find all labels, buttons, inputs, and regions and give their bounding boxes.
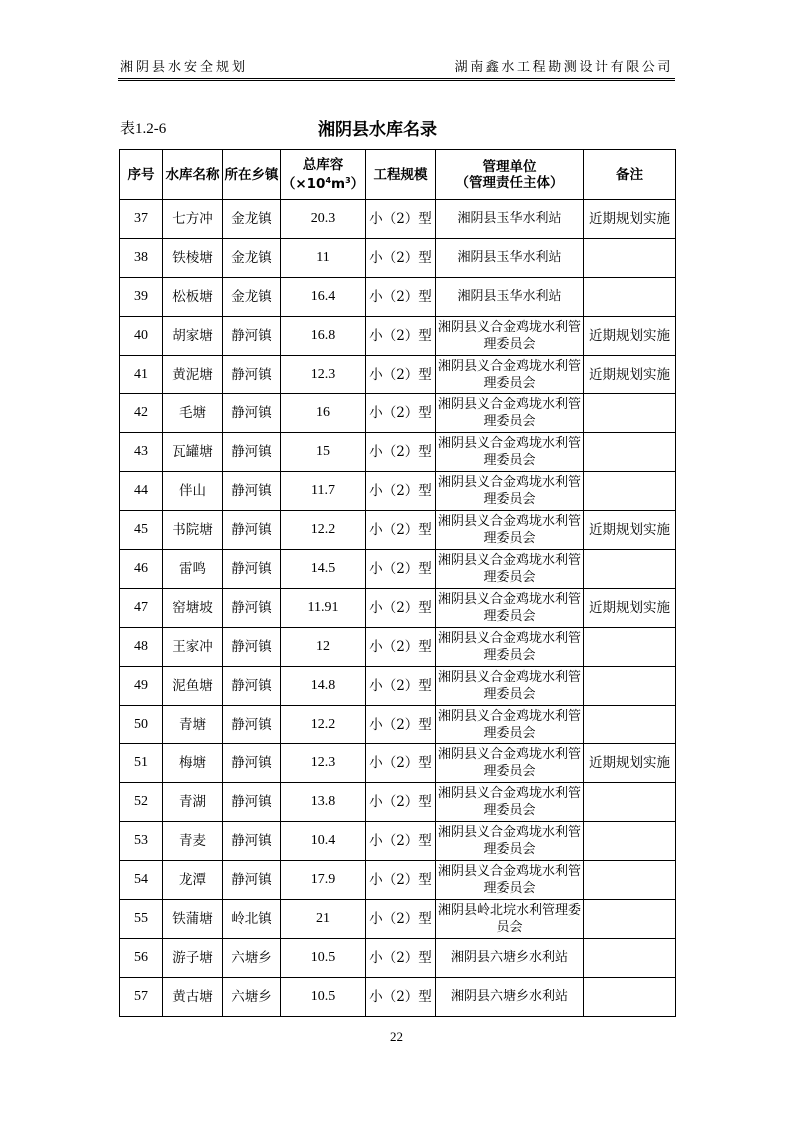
cell-note: [584, 472, 676, 511]
col-header-note: 备注: [584, 150, 676, 200]
cell-capacity: 12: [281, 627, 366, 666]
cell-name: 松板塘: [163, 277, 223, 316]
cell-note: [584, 666, 676, 705]
cell-manager: 湘阴县义合金鸡垅水利管理委员会: [436, 861, 584, 900]
cell-name: 黄古塘: [163, 977, 223, 1016]
cell-manager: 湘阴县六塘乡水利站: [436, 977, 584, 1016]
table-row: [120, 200, 676, 239]
table-row: [120, 666, 676, 705]
table-row: [120, 316, 676, 355]
cell-town: 静河镇: [223, 822, 281, 861]
cell-name: 瓦罐塘: [163, 433, 223, 472]
cell-scale: 小（2）型: [366, 238, 436, 277]
col-header-capacity: [281, 150, 366, 200]
cell-note: 近期规划实施: [584, 355, 676, 394]
table-row: [120, 861, 676, 900]
cell-manager: 湘阴县义合金鸡垅水利管理委员会: [436, 783, 584, 822]
cell-name: 书院塘: [163, 511, 223, 550]
cell-scale: 小（2）型: [366, 394, 436, 433]
cell-manager: 湘阴县玉华水利站: [436, 238, 584, 277]
cell-name: 铁蒲塘: [163, 900, 223, 939]
cell-scale: 小（2）型: [366, 511, 436, 550]
cell-capacity: 12.3: [281, 355, 366, 394]
cell-name: 黄泥塘: [163, 355, 223, 394]
col-header-seq: 序号: [120, 150, 163, 200]
table-row: [120, 588, 676, 627]
cell-manager: 湘阴县义合金鸡垅水利管理委员会: [436, 511, 584, 550]
cell-capacity: 11.7: [281, 472, 366, 511]
cell-note: [584, 394, 676, 433]
cell-scale: 小（2）型: [366, 627, 436, 666]
cell-manager: 湘阴县义合金鸡垅水利管理委员会: [436, 627, 584, 666]
cell-town: 静河镇: [223, 861, 281, 900]
table-row: [120, 472, 676, 511]
page-number: 22: [390, 1029, 403, 1044]
table-row: [120, 238, 676, 277]
cell-scale: 小（2）型: [366, 355, 436, 394]
table-row: [120, 355, 676, 394]
table-number: 表1.2-6: [120, 121, 167, 137]
cell-scale: 小（2）型: [366, 977, 436, 1016]
cell-seq: 47: [120, 588, 163, 627]
cell-note: [584, 277, 676, 316]
cell-manager: 湘阴县义合金鸡垅水利管理委员会: [436, 666, 584, 705]
cell-note: [584, 822, 676, 861]
col-header-name: 水库名称: [163, 150, 223, 200]
cell-note: [584, 861, 676, 900]
cell-name: 游子塘: [163, 938, 223, 977]
cell-manager: 湘阴县义合金鸡垅水利管理委员会: [436, 394, 584, 433]
cell-note: [584, 900, 676, 939]
cell-town: 静河镇: [223, 433, 281, 472]
cell-note: [584, 705, 676, 744]
cell-town: 静河镇: [223, 355, 281, 394]
cell-note: [584, 550, 676, 589]
cell-scale: 小（2）型: [366, 277, 436, 316]
cell-capacity: 14.5: [281, 550, 366, 589]
cell-manager: 湘阴县义合金鸡垅水利管理委员会: [436, 705, 584, 744]
cell-name: 青湖: [163, 783, 223, 822]
cell-scale: 小（2）型: [366, 705, 436, 744]
cell-scale: 小（2）型: [366, 472, 436, 511]
cell-note: [584, 433, 676, 472]
table-row: [120, 550, 676, 589]
cell-town: 静河镇: [223, 472, 281, 511]
cell-name: 窑塘坡: [163, 588, 223, 627]
cell-scale: 小（2）型: [366, 900, 436, 939]
cell-note: [584, 977, 676, 1016]
table-title: 湘阴县水库名录: [318, 120, 437, 140]
cell-manager: 湘阴县岭北垸水利管理委员会: [436, 900, 584, 939]
cell-capacity: 10.5: [281, 938, 366, 977]
reservoir-table: [119, 149, 676, 1017]
cell-town: 六塘乡: [223, 938, 281, 977]
cell-seq: 57: [120, 977, 163, 1016]
cell-manager: 湘阴县义合金鸡垅水利管理委员会: [436, 355, 584, 394]
cell-scale: 小（2）型: [366, 938, 436, 977]
cell-town: 静河镇: [223, 550, 281, 589]
cell-capacity: 15: [281, 433, 366, 472]
cell-capacity: 12.3: [281, 744, 366, 783]
cell-capacity: 17.9: [281, 861, 366, 900]
table-row: [120, 900, 676, 939]
cell-town: 金龙镇: [223, 200, 281, 239]
cell-name: 王家冲: [163, 627, 223, 666]
cell-town: 静河镇: [223, 394, 281, 433]
cell-note: [584, 238, 676, 277]
cell-capacity: 16: [281, 394, 366, 433]
cell-seq: 37: [120, 200, 163, 239]
cell-scale: 小（2）型: [366, 783, 436, 822]
cell-seq: 53: [120, 822, 163, 861]
cell-note: [584, 938, 676, 977]
cell-town: 金龙镇: [223, 238, 281, 277]
table-row: [120, 511, 676, 550]
cell-capacity: 16.8: [281, 316, 366, 355]
cell-seq: 40: [120, 316, 163, 355]
table-row: [120, 627, 676, 666]
table-row: [120, 822, 676, 861]
cell-manager: 湘阴县义合金鸡垅水利管理委员会: [436, 822, 584, 861]
cell-name: 伴山: [163, 472, 223, 511]
cell-capacity: 11: [281, 238, 366, 277]
table-row: [120, 394, 676, 433]
cell-note: 近期规划实施: [584, 316, 676, 355]
cell-capacity: 14.8: [281, 666, 366, 705]
running-header-right: 湖南鑫水工程勘测设计有限公司: [454, 60, 673, 75]
table-row: [120, 744, 676, 783]
cell-manager: 湘阴县六塘乡水利站: [436, 938, 584, 977]
cell-manager: 湘阴县玉华水利站: [436, 277, 584, 316]
cell-town: 静河镇: [223, 511, 281, 550]
cell-seq: 43: [120, 433, 163, 472]
cell-manager: 湘阴县义合金鸡垅水利管理委员会: [436, 472, 584, 511]
cell-note: 近期规划实施: [584, 200, 676, 239]
cell-note: [584, 627, 676, 666]
cell-scale: 小（2）型: [366, 433, 436, 472]
cell-name: 梅塘: [163, 744, 223, 783]
cell-note: 近期规划实施: [584, 511, 676, 550]
cell-seq: 42: [120, 394, 163, 433]
cell-manager: 湘阴县义合金鸡垅水利管理委员会: [436, 550, 584, 589]
cell-seq: 39: [120, 277, 163, 316]
col-header-manager-line1: 管理单位: [482, 158, 537, 175]
cell-seq: 55: [120, 900, 163, 939]
cell-scale: 小（2）型: [366, 588, 436, 627]
table-row: [120, 433, 676, 472]
cell-town: 静河镇: [223, 783, 281, 822]
cell-note: 近期规划实施: [584, 744, 676, 783]
cell-town: 静河镇: [223, 666, 281, 705]
cell-seq: 45: [120, 511, 163, 550]
cell-manager: 湘阴县义合金鸡垅水利管理委员会: [436, 433, 584, 472]
cell-capacity: 13.8: [281, 783, 366, 822]
table-row: [120, 783, 676, 822]
col-header-scale: 工程规模: [366, 150, 436, 200]
header-rule-double: [118, 80, 675, 81]
cell-seq: 52: [120, 783, 163, 822]
cell-scale: 小（2）型: [366, 822, 436, 861]
running-header-left: 湘阴县水安全规划: [120, 60, 249, 75]
cell-name: 泥鱼塘: [163, 666, 223, 705]
cell-seq: 56: [120, 938, 163, 977]
cell-name: 龙潭: [163, 861, 223, 900]
cell-seq: 49: [120, 666, 163, 705]
cell-scale: 小（2）型: [366, 550, 436, 589]
cell-seq: 44: [120, 472, 163, 511]
cell-seq: 48: [120, 627, 163, 666]
cell-capacity: 10.5: [281, 977, 366, 1016]
cell-town: 六塘乡: [223, 977, 281, 1016]
cell-note: 近期规划实施: [584, 588, 676, 627]
cell-scale: 小（2）型: [366, 200, 436, 239]
cell-name: 铁棱塘: [163, 238, 223, 277]
cell-town: 岭北镇: [223, 900, 281, 939]
cell-capacity: 10.4: [281, 822, 366, 861]
cell-seq: 46: [120, 550, 163, 589]
cell-capacity: 12.2: [281, 511, 366, 550]
cell-town: 静河镇: [223, 588, 281, 627]
cell-capacity: 12.2: [281, 705, 366, 744]
cell-town: 金龙镇: [223, 277, 281, 316]
cell-seq: 51: [120, 744, 163, 783]
cell-manager: 湘阴县义合金鸡垅水利管理委员会: [436, 744, 584, 783]
cell-manager: 湘阴县义合金鸡垅水利管理委员会: [436, 588, 584, 627]
table-row: [120, 277, 676, 316]
cell-name: 青塘: [163, 705, 223, 744]
cell-town: 静河镇: [223, 705, 281, 744]
col-header-manager: [436, 150, 584, 200]
table-row: [120, 705, 676, 744]
col-header-town: 所在乡镇: [223, 150, 281, 200]
cell-scale: 小（2）型: [366, 666, 436, 705]
cell-manager: 湘阴县义合金鸡垅水利管理委员会: [436, 316, 584, 355]
cell-scale: 小（2）型: [366, 316, 436, 355]
cell-seq: 38: [120, 238, 163, 277]
cell-town: 静河镇: [223, 627, 281, 666]
cell-name: 雷鸣: [163, 550, 223, 589]
cell-seq: 54: [120, 861, 163, 900]
table-header-row: [120, 150, 676, 200]
col-header-capacity-line1: 总库容: [302, 157, 344, 173]
cell-note: [584, 783, 676, 822]
cell-town: 静河镇: [223, 744, 281, 783]
cell-name: 胡家塘: [163, 316, 223, 355]
cell-capacity: 21: [281, 900, 366, 939]
cell-seq: 41: [120, 355, 163, 394]
cell-manager: 湘阴县玉华水利站: [436, 200, 584, 239]
table-row: [120, 938, 676, 977]
cell-capacity: 16.4: [281, 277, 366, 316]
cell-name: 七方冲: [163, 200, 223, 239]
cell-scale: 小（2）型: [366, 744, 436, 783]
header-rule: [118, 78, 675, 79]
cell-name: 青麦: [163, 822, 223, 861]
cell-scale: 小（2）型: [366, 861, 436, 900]
cell-seq: 50: [120, 705, 163, 744]
cell-name: 毛塘: [163, 394, 223, 433]
cell-capacity: 20.3: [281, 200, 366, 239]
table-row: [120, 977, 676, 1016]
col-header-capacity-line2: $(\times 10^4m^3)$: [281, 176, 365, 192]
cell-capacity: 11.91: [281, 588, 366, 627]
cell-town: 静河镇: [223, 316, 281, 355]
col-header-manager-line2: （管理责任主体）: [455, 174, 564, 191]
